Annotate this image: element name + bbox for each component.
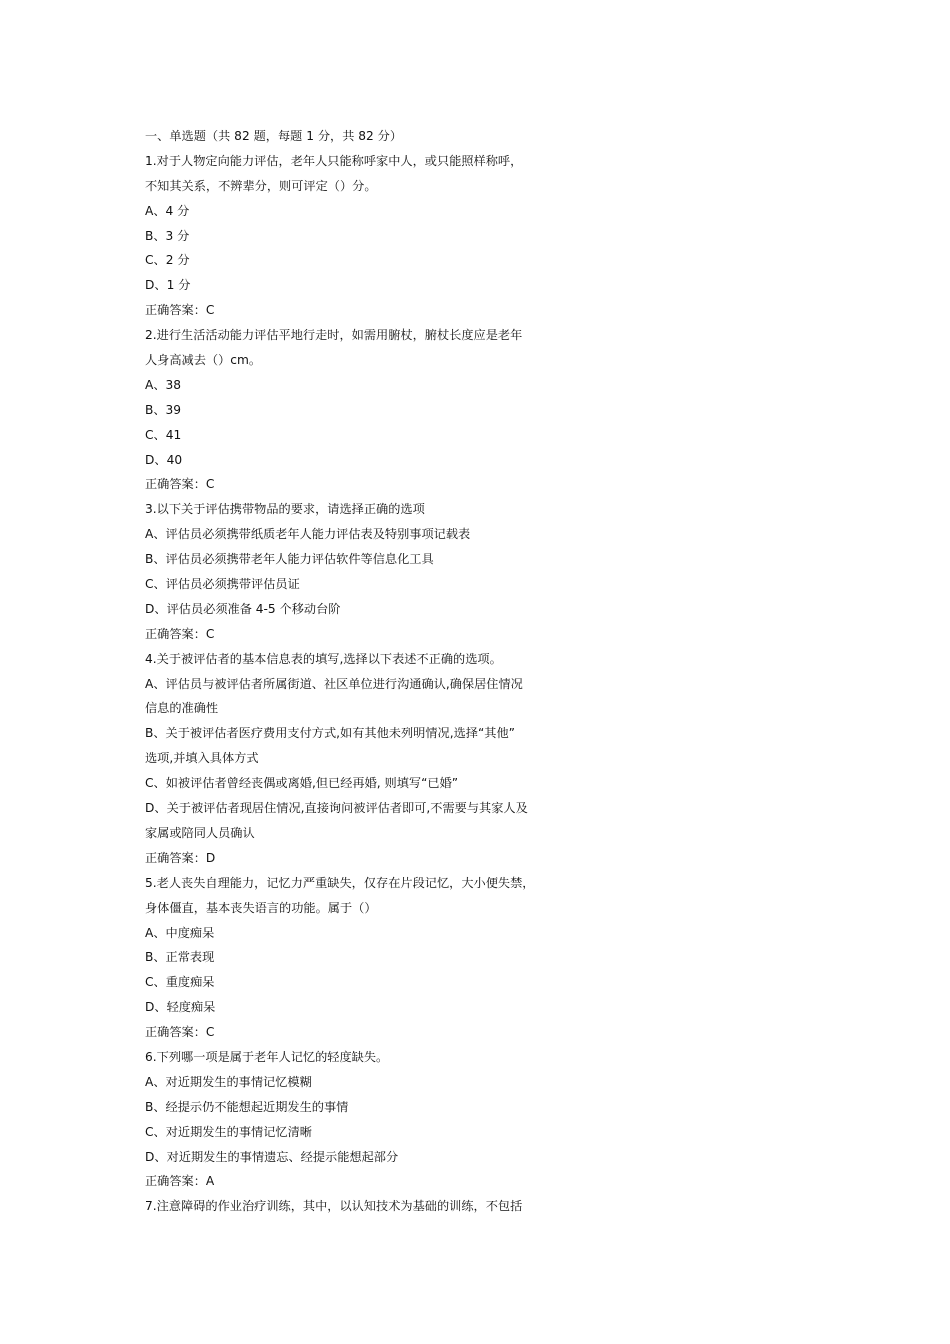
question-5-answer: 正确答案：C xyxy=(145,1025,215,1040)
question-5-option-d: D、轻度痴呆 xyxy=(145,1000,216,1015)
question-4-option-a: 信息的准确性 xyxy=(145,701,219,716)
question-2-text: 人身高减去（）cm。 xyxy=(145,353,262,368)
document-page xyxy=(145,124,565,1219)
question-1-option-c: C、2 分 xyxy=(145,253,190,268)
question-6-text: 6.下列哪一项是属于老年人记忆的轻度缺失。 xyxy=(145,1049,389,1064)
question-4-option-d: D、关于被评估者现居住情况,直接询问被评估者即可,不需要与其家人及 xyxy=(145,801,528,816)
question-5-option-c: C、重度痴呆 xyxy=(145,975,215,990)
question-1-option-d: D、1 分 xyxy=(145,278,191,293)
question-2-option-c: C、41 xyxy=(145,427,182,442)
question-1-option-b: B、3 分 xyxy=(145,228,190,243)
question-4-option-b: 选项,并填入具体方式 xyxy=(145,751,259,766)
question-5-option-a: A、中度痴呆 xyxy=(145,925,215,940)
question-5-option-b: B、正常表现 xyxy=(145,950,215,965)
question-3-option-a: A、评估员必须携带纸质老年人能力评估表及特别事项记载表 xyxy=(145,527,471,542)
question-2-answer: 正确答案：C xyxy=(145,477,215,492)
question-3-text: 3.以下关于评估携带物品的要求，请选择正确的选项 xyxy=(145,502,425,517)
question-3-answer: 正确答案：C xyxy=(145,626,215,641)
question-6-answer: 正确答案：A xyxy=(145,1174,215,1189)
question-3-option-c: C、评估员必须携带评估员证 xyxy=(145,577,300,592)
question-6-option-b: B、经提示仍不能想起近期发生的事情 xyxy=(145,1099,349,1114)
question-2-text: 2.进行生活活动能力评估平地行走时，如需用腑杖，腑杖长度应是老年 xyxy=(145,328,523,343)
section-heading: 一、单选题（共 82 题，每题 1 分，共 82 分） xyxy=(145,129,403,143)
question-4-option-b: B、关于被评估者医疗费用支付方式,如有其他未列明情况,选择“其他” xyxy=(145,726,515,741)
question-3-option-b: B、评估员必须携带老年人能力评估软件等信息化工具 xyxy=(145,552,434,567)
question-2-option-d: D、40 xyxy=(145,452,183,467)
question-4-text: 4.关于被评估者的基本信息表的填写,选择以下表述不正确的选项。 xyxy=(145,651,502,666)
question-5-text: 5.老人丧失自理能力，记忆力严重缺失，仅存在片段记忆，大小便失禁， xyxy=(145,875,535,890)
question-4-option-a: A、评估员与被评估者所属街道、社区单位进行沟通确认,确保居住情况 xyxy=(145,676,523,691)
question-6-option-c: C、对近期发生的事情记忆清晰 xyxy=(145,1124,312,1139)
question-3-option-d: D、评估员必须准备 4-5 个移动台阶 xyxy=(145,601,341,616)
question-4-option-c: C、如被评估者曾经丧偶或离婚,但已经再婚, 则填写“已婚” xyxy=(145,776,459,791)
question-1-answer: 正确答案：C xyxy=(145,303,215,318)
question-7-text: 7.注意障碍的作业治疗训练，其中，以认知技术为基础的训练，不包括 xyxy=(145,1199,523,1214)
question-4-answer: 正确答案：D xyxy=(145,850,216,865)
question-5-text: 身体僵直，基本丧失语言的功能。属于（） xyxy=(145,900,377,915)
question-4-option-d: 家属或陪同人员确认 xyxy=(145,825,255,840)
question-6-option-a: A、对近期发生的事情记忆模糊 xyxy=(145,1074,312,1089)
question-2-option-a: A、38 xyxy=(145,377,182,392)
question-6-option-d: D、对近期发生的事情遗忘、经提示能想起部分 xyxy=(145,1149,399,1164)
question-1-text: 不知其关系，不辨辈分，则可评定（）分。 xyxy=(145,178,377,193)
question-1-text: 1.对于人物定向能力评估，老年人只能称呼家中人，或只能照样称呼， xyxy=(145,153,523,168)
question-2-option-b: B、39 xyxy=(145,402,182,417)
question-1-option-a: A、4 分 xyxy=(145,203,190,218)
